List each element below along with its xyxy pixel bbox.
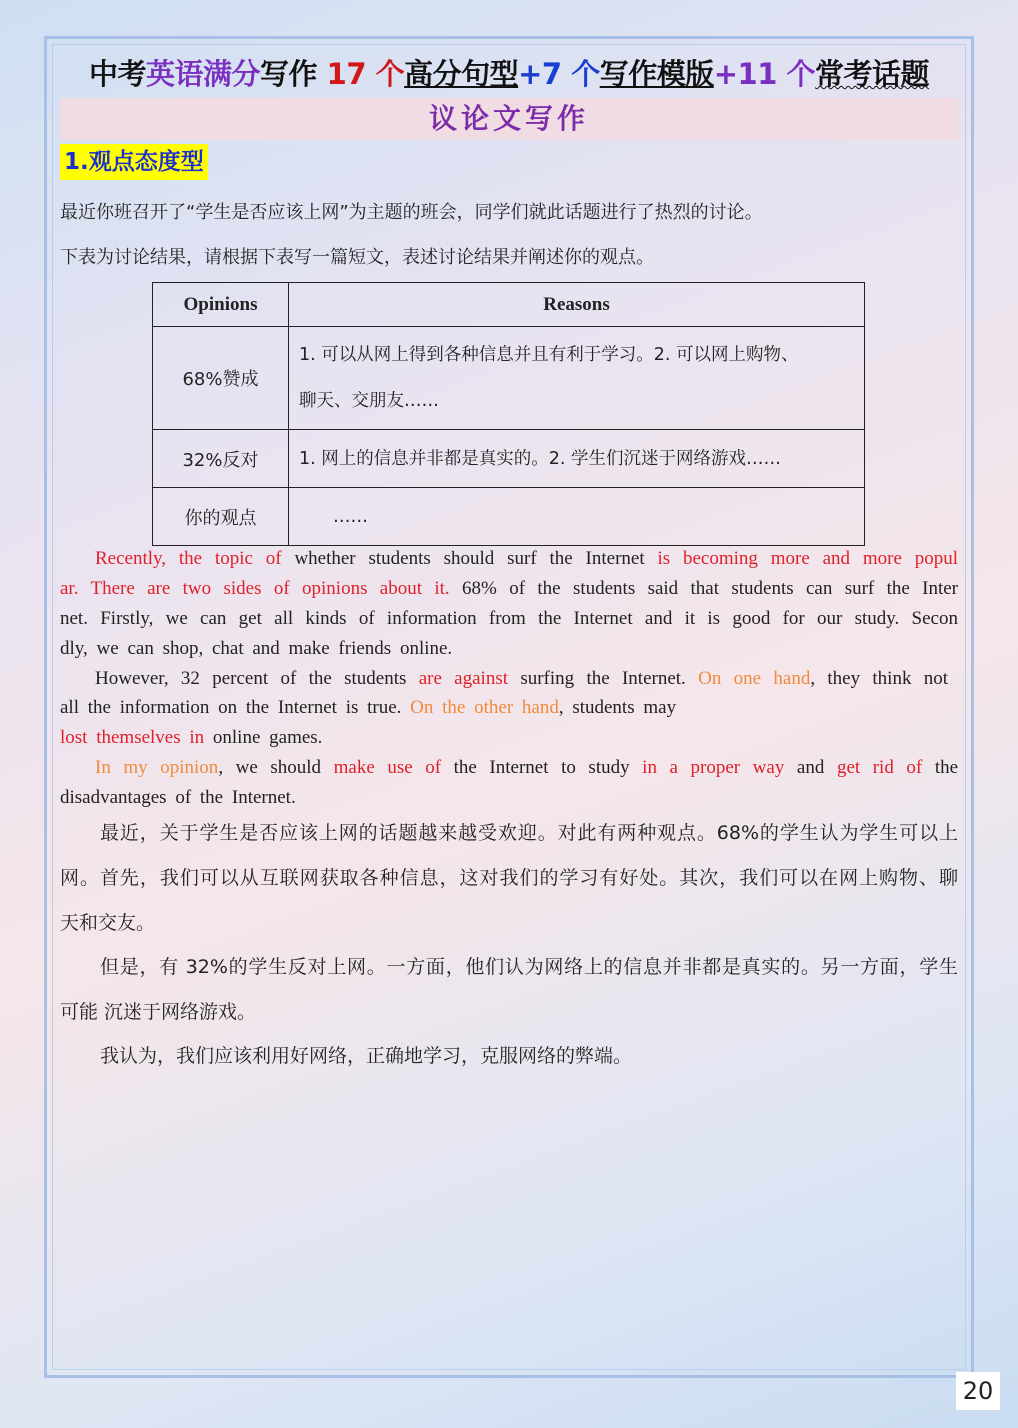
essay-line — [60, 664, 948, 694]
subtitle: 议论文写作 — [60, 98, 958, 140]
essay-phrase: , we should — [218, 757, 322, 778]
translation-line: 可能 沉迷于网络游戏。 — [60, 1001, 257, 1023]
title-part: 常考话题 — [814, 57, 929, 91]
reason-cell — [289, 327, 865, 430]
opinions-table — [152, 282, 865, 546]
essay-phrase: in a proper way — [642, 757, 785, 778]
title-part: 17 个 — [326, 57, 405, 91]
essay-line — [60, 574, 958, 604]
title-part: 写作模版 — [599, 57, 714, 91]
table-row — [153, 430, 865, 488]
prompt-line: 最近你班召开了“学生是否应该上网”为主题的班会，同学们就此话题进行了热烈的讨论。 — [60, 202, 763, 223]
essay-phrase: ar. There are two sides of opinions about it. — [60, 578, 450, 599]
opinion-cell: 你的观点 — [153, 488, 289, 546]
essay-phrase: surfing the Internet. — [520, 668, 686, 689]
reason-cell — [289, 488, 865, 546]
title-part: +7 个 — [518, 57, 600, 91]
table-header: Reasons — [289, 283, 865, 327]
title-part: 高分句型 — [404, 57, 519, 91]
opinion-cell: 68%赞成 — [153, 327, 289, 430]
title-part: +11 个 — [713, 57, 815, 91]
table-row — [153, 327, 865, 430]
essay-phrase: Recently, the topic of — [95, 548, 282, 569]
essay-phrase: all the information on the Internet is true. — [60, 697, 402, 718]
title-part: 英语满分 — [146, 57, 261, 91]
opinion-cell: 32%反对 — [153, 430, 289, 488]
reason-line: 1. 可以从网上得到各种信息并且有利于学习。2. 可以网上购物、 — [299, 345, 799, 365]
essay-phrase: In my opinion — [95, 757, 219, 778]
essay-line: disadvantages of the Internet. — [60, 787, 296, 808]
title-part: 中考 — [89, 57, 147, 91]
reason-cell — [289, 430, 865, 488]
essay-line — [60, 723, 958, 753]
essay-phrase: , students may — [558, 697, 677, 718]
essay-line: net. Firstly, we can get all kinds of information from the Internet and it is good for our study. Secon — [60, 608, 958, 629]
essay-phrase: the — [934, 757, 959, 778]
translation-line: 我认为，我们应该利用好网络，正确地学习，克服网络的弊端。 — [100, 1045, 633, 1067]
essay-phrase: is becoming more and more popul — [657, 548, 959, 569]
translation-line: 最近，关于学生是否应该上网的话题越来越受欢迎。对此有两种观点。68%的学生认为学生可以上 — [100, 822, 958, 844]
essay-phrase: On one hand — [698, 668, 811, 689]
essay-phrase: get rid of — [836, 757, 923, 778]
prompt-line: 下表为讨论结果，请根据下表写一篇短文，表述讨论结果并阐述你的观点。 — [60, 247, 654, 268]
essay-phrase: , they think not — [810, 668, 949, 689]
essay-phrase: However, 32 percent of the students — [95, 668, 407, 689]
translation-line: 网。首先，我们可以从互联网获取各种信息，这对我们的学习有好处。其次，我们可以在网上购物、聊 — [60, 867, 958, 889]
essay-phrase: whether students should surf the Internet — [294, 548, 645, 569]
table-header-row — [153, 283, 865, 327]
essay-phrase: On the other hand — [410, 697, 559, 718]
essay-line: dly, we can shop, chat and make friends online. — [60, 638, 453, 659]
essay-line — [60, 753, 958, 783]
table-row — [153, 488, 865, 546]
essay-phrase: online games. — [212, 727, 323, 748]
essay-line — [60, 693, 958, 723]
essay-phrase: 68% of the students said that students can surf the Inter — [462, 578, 959, 599]
section-heading: 1.观点态度型 — [60, 144, 208, 180]
translation-line: 但是，有 32%的学生反对上网。一方面，他们认为网络上的信息并非都是真实的。另一方面，学生 — [100, 956, 958, 978]
essay-phrase: lost themselves in — [60, 727, 205, 748]
page-number: 20 — [956, 1372, 1000, 1410]
table-header: Opinions — [153, 283, 289, 327]
page-title — [60, 52, 958, 93]
essay-line — [60, 544, 958, 574]
reason-line: …… — [333, 506, 368, 527]
translation-line: 天和交友。 — [60, 912, 156, 934]
reason-line: 聊天、交朋友…… — [299, 391, 439, 411]
essay-phrase: the Internet to study — [453, 757, 630, 778]
title-part: 写作 — [260, 57, 318, 91]
reason-line: 1. 网上的信息并非都是真实的。2. 学生们沉迷于网络游戏…… — [299, 448, 782, 469]
essay-phrase: and — [796, 757, 825, 778]
essay-phrase: make use of — [333, 757, 442, 778]
essay-phrase: are against — [418, 668, 509, 689]
